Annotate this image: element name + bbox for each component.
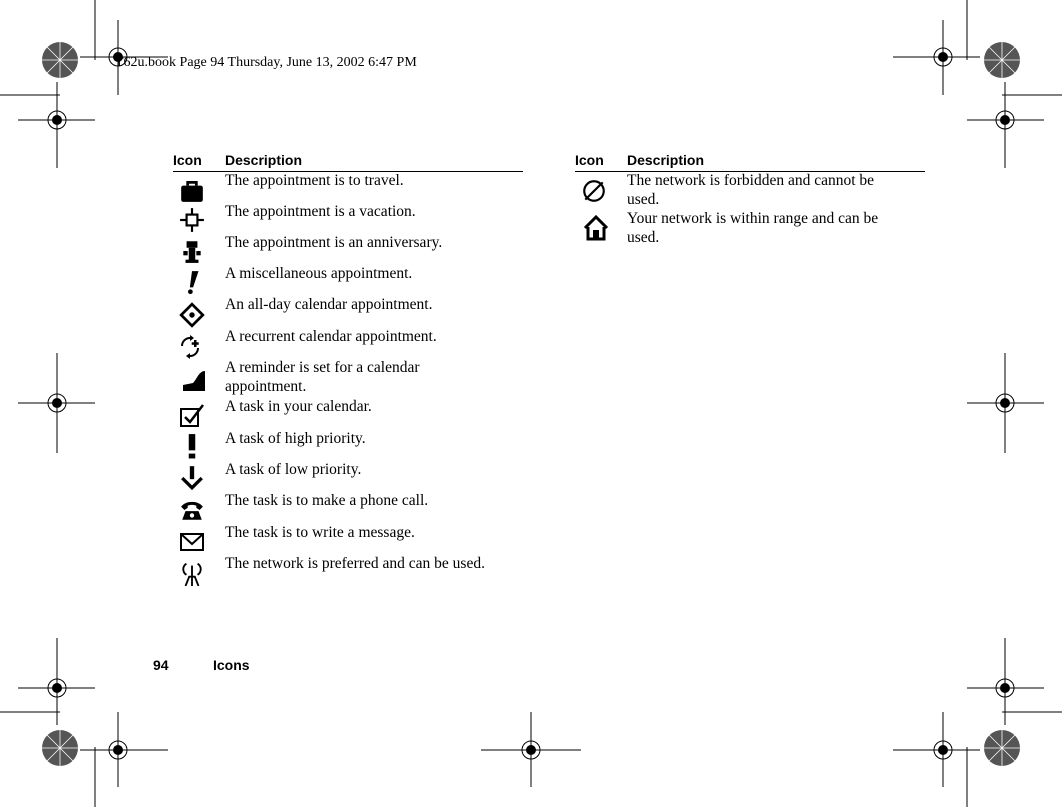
row-description: The appointment is an anniversary.	[225, 234, 443, 251]
row-description: A recurrent calendar appointment.	[225, 328, 437, 345]
row-description: The task is to make a phone call.	[225, 492, 429, 509]
anniversary-icon	[179, 238, 205, 264]
row-description: A task of high priority.	[225, 430, 366, 447]
row-description: A reminder is set for a calendar appointment.	[225, 359, 420, 395]
row-description: A task of low priority.	[225, 461, 362, 478]
left-icon-column-header: Icon	[173, 152, 202, 168]
row-description: An all-day calendar appointment.	[225, 296, 433, 313]
right-icon-column-header: Icon	[575, 152, 604, 168]
row-description: The network is preferred and can be used.	[225, 555, 485, 572]
envelope-icon	[179, 529, 205, 555]
antenna-icon	[179, 560, 205, 586]
row-description: The network is forbidden and cannot be used.	[627, 172, 875, 208]
row-description: Your network is within range and can be used.	[627, 210, 879, 246]
high-priority-icon	[179, 433, 205, 459]
briefcase-icon	[179, 178, 205, 204]
row-description: A miscellaneous appointment.	[225, 265, 413, 282]
row-description: The appointment is to travel.	[225, 172, 404, 189]
registration-target	[18, 20, 1044, 787]
forbidden-icon	[581, 178, 607, 204]
right-description-column-header: Description	[627, 152, 705, 168]
checkbox-icon	[179, 403, 205, 429]
bell-icon	[181, 369, 207, 395]
section-title: Icons	[213, 657, 250, 673]
exclamation-icon	[179, 269, 205, 295]
phone-icon	[179, 497, 205, 523]
page-number: 94	[153, 657, 169, 673]
home-icon	[583, 215, 609, 241]
low-priority-icon	[179, 464, 205, 490]
recurrent-icon	[177, 334, 203, 360]
sun-icon	[179, 207, 205, 233]
row-description: A task in your calendar.	[225, 398, 372, 415]
left-description-column-header: Description	[225, 152, 303, 168]
print-header: T62u.book Page 94 Thursday, June 13, 2002 6:47 PM	[115, 55, 417, 70]
diamond-icon	[179, 302, 205, 328]
row-description: The appointment is a vacation.	[225, 203, 416, 220]
row-description: The task is to write a message.	[225, 524, 415, 541]
